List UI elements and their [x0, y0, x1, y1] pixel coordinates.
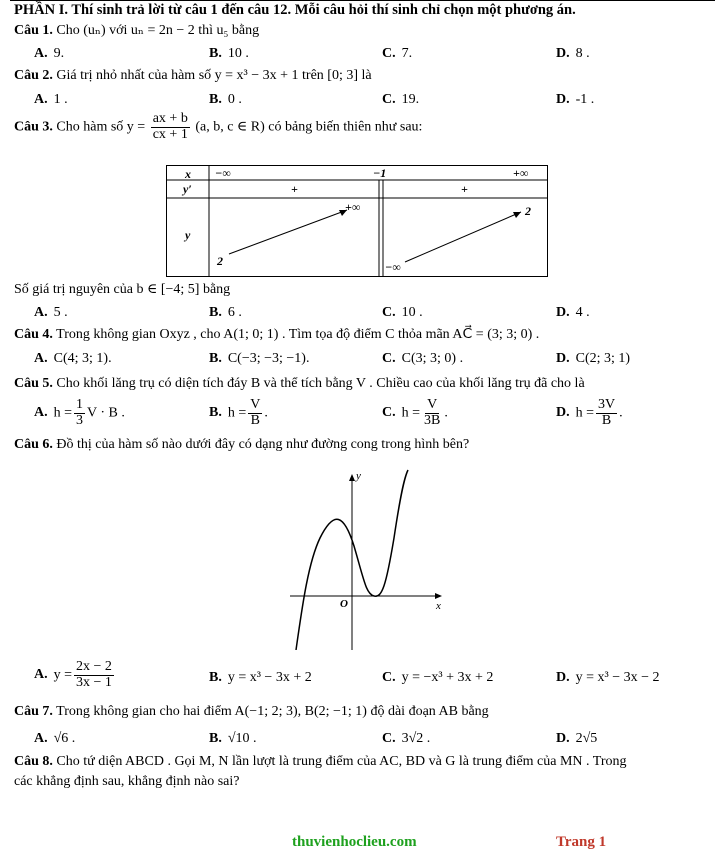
option-a[interactable]: A. 1 . [34, 92, 68, 107]
question-8-cont: các khẳng định sau, khẳng định nào sai? [14, 774, 240, 789]
question-text: Đồ thị của hàm số nào dưới đây có dạng như đường cong trong hình bên? [56, 437, 470, 452]
cubic-graph [290, 468, 450, 650]
question-text: Cho hàm số y = [56, 119, 146, 135]
option-d[interactable]: D. -1 . [556, 92, 595, 107]
question-label: Câu 6. [14, 437, 53, 452]
question-4 [14, 326, 539, 343]
option-d[interactable]: D. y = x³ − 3x − 2 [556, 670, 660, 685]
question-text: Cho tứ diện ABCD . Gọi M, N lần lượt là trung điểm của AC, BD và G là trung điểm của MN . Trong [56, 754, 627, 769]
origin-label: O [340, 598, 348, 610]
y-axis-label: y [356, 470, 361, 482]
option-a[interactable]: A. √6 . [34, 731, 76, 746]
option-a[interactable]: A. y = $\frac{2x - 2}{3x - 1}$ [34, 659, 112, 690]
question-label: Câu 2. [14, 68, 53, 83]
question-text: Giá trị nhỏ nhất của hàm số y = x³ − 3x + 1 trên [0; 3] là [56, 68, 372, 83]
question-text: Cho khối lăng trụ có diện tích đáy B và thể tích bằng V . Chiều cao của khối lăng trụ đã cho là [56, 376, 585, 391]
x-minus-inf: −∞ [215, 166, 231, 180]
graph-svg [290, 468, 450, 650]
question-4-options [34, 351, 714, 375]
option-c[interactable]: C. C(3; 3; 0) . [382, 351, 464, 366]
fraction: $\frac{ax + b}{cx + 1}$ [152, 111, 188, 142]
option-a[interactable]: A. 5 . [34, 305, 68, 320]
option-c[interactable]: C. 19. [382, 92, 420, 107]
question-label: Câu 4. [14, 327, 53, 342]
option-d[interactable]: D. h = $\frac{3V}{B}$ . [556, 397, 623, 428]
option-b[interactable]: B. 10 . [209, 46, 249, 61]
question-text: Cho (uₙ) với uₙ = 2n − 2 thì u₅ bằng [56, 23, 260, 38]
y-value-2: 2 [217, 254, 223, 268]
option-a[interactable]: A. 9. [34, 46, 65, 61]
option-c[interactable]: C. h = $\frac{V}{3B}$ . [382, 397, 448, 428]
header-x: x [185, 167, 191, 181]
option-d[interactable]: D. C(2; 3; 1) [556, 351, 631, 366]
variation-table [166, 165, 548, 277]
section-header: PHẦN I. Thí sinh trả lời từ câu 1 đến câu 12. Mỗi câu hỏi thí sinh chỉ chọn một phương án. [14, 2, 576, 18]
question-7 [14, 704, 489, 720]
top-rule [10, 0, 715, 1]
footer-page-number: Trang 1 [556, 834, 607, 850]
option-b[interactable]: B. C(−3; −3; −1). [209, 351, 310, 366]
y-plus-inf: +∞ [345, 200, 361, 214]
y-minus-inf: −∞ [385, 260, 401, 274]
y-limit-2: 2 [525, 204, 531, 218]
increase-arrow-2 [405, 212, 521, 262]
question-5-options [34, 398, 714, 434]
question-1-options [34, 46, 714, 70]
question-5 [14, 376, 585, 392]
footer-site-link[interactable]: thuvienhoclieu.com [292, 834, 417, 850]
yprime-sign-2: + [461, 182, 468, 196]
option-b[interactable]: B. h = $\frac{V}{B}$ . [209, 397, 268, 428]
question-text: Trong không gian Oxyz , cho A(1; 0; 1) . Tìm tọa độ điểm C thỏa mãn AC⃗ = (3; 3; 0) . [56, 327, 540, 342]
question-label: Câu 3. [14, 119, 53, 135]
header-yprime: y′ [183, 182, 192, 196]
question-text-cont: (a, b, c ∈ R) có bảng biến thiên như sau: [195, 119, 423, 135]
question-8 [14, 754, 627, 770]
question-1 [14, 22, 259, 39]
increase-arrow-1 [229, 210, 347, 254]
question-text: Trong không gian cho hai điểm A(−1; 2; 3), B(2; −1; 1) độ dài đoạn AB bằng [56, 704, 489, 719]
question-label: Câu 7. [14, 704, 53, 719]
option-d[interactable]: D. 4 . [556, 305, 590, 320]
option-c[interactable]: C. 3√2 . [382, 731, 431, 746]
x-minus-one: −1 [373, 166, 387, 180]
option-d[interactable]: D. 2√5 [556, 731, 598, 746]
yprime-sign-1: + [291, 182, 298, 196]
question-label: Câu 8. [14, 754, 53, 769]
variation-table-lines [167, 166, 547, 276]
y-axis-arrow [349, 474, 355, 481]
question-6-options [34, 660, 714, 696]
x-axis-label: x [436, 600, 441, 612]
option-c[interactable]: C. 10 . [382, 305, 423, 320]
question-label: Câu 1. [14, 23, 53, 38]
option-b[interactable]: B. y = x³ − 3x + 2 [209, 670, 312, 685]
x-axis-arrow [435, 593, 442, 599]
option-b[interactable]: B. 6 . [209, 305, 242, 320]
question-label: Câu 5. [14, 376, 53, 391]
option-c[interactable]: C. 7. [382, 46, 413, 61]
option-b[interactable]: B. 0 . [209, 92, 242, 107]
question-3 [14, 112, 422, 142]
question-6 [14, 437, 469, 453]
option-a[interactable]: A. h = $\frac{1}{3}$ V · B . [34, 397, 125, 428]
option-d[interactable]: D. 8 . [556, 46, 590, 61]
question-3-subtext: Số giá trị nguyên của b ∈ [−4; 5] bằng [14, 282, 231, 297]
option-c[interactable]: C. y = −x³ + 3x + 2 [382, 670, 494, 685]
x-plus-inf: +∞ [513, 166, 529, 180]
option-a[interactable]: A. C(4; 3; 1). [34, 351, 112, 366]
question-2 [14, 68, 372, 84]
option-b[interactable]: B. √10 . [209, 731, 257, 746]
header-y: y [185, 228, 191, 242]
question-7-options [34, 731, 714, 755]
